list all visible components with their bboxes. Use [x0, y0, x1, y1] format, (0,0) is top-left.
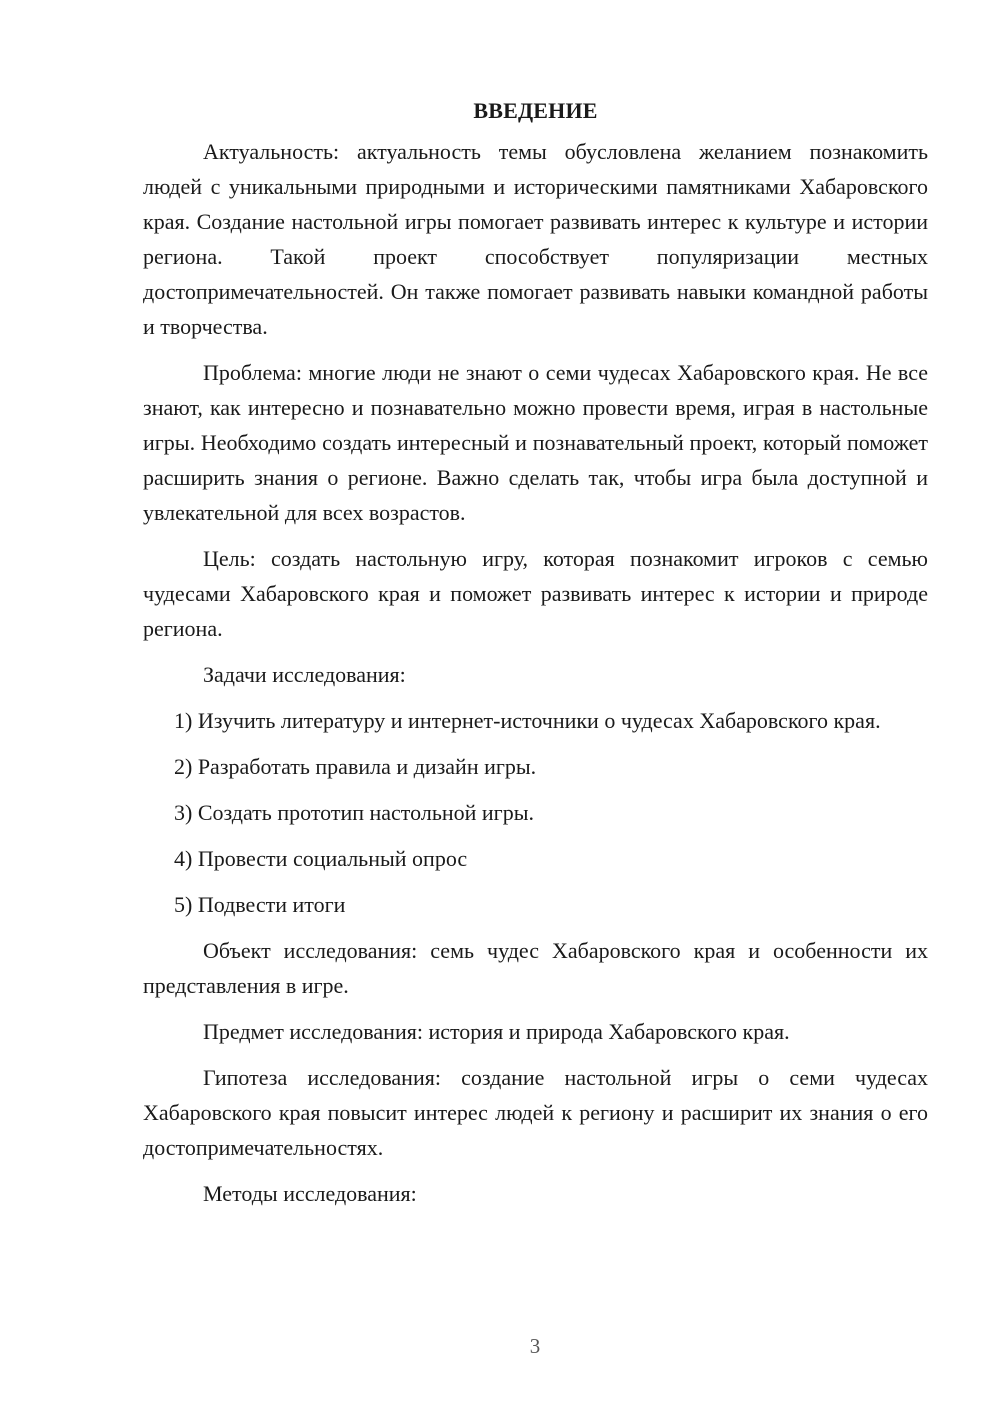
goal-paragraph: Цель: создать настольную игру, которая познакомит игроков с семью чудесами Хабаровского края и поможет развивать интерес к истории и природе региона. [143, 546, 928, 641]
tasks-heading: Задачи исследования: [203, 662, 406, 687]
task-item: 5) Подвести итоги [174, 892, 346, 917]
page-number: 3 [529, 1334, 541, 1358]
document-page [143, 98, 928, 1211]
subject-paragraph: Предмет исследования: история и природа Хабаровского края. [203, 1019, 790, 1044]
relevance-paragraph: Актуальность: актуальность темы обусловлена желанием познакомить людей с уникальными природными и историческими памятниками Хабаровского края. Создание настольной игры помогает развивать интерес к культуре и истории региона. Такой проект способствует популяризации местных достопримечательностей. Он также помогает развивать навыки командной работы и творчества. [143, 139, 928, 339]
task-item: 4) Провести социальный опрос [174, 846, 468, 871]
problem-paragraph: Проблема: многие люди не знают о семи чудесах Хабаровского края. Не все знают, как интересно и познавательно можно провести время, играя в настольные игры. Необходимо создать интересный и познавательный проект, который поможет расширить знания о регионе. Важно сделать так, чтобы игра была доступной и увлекательной для всех возрастов. [143, 360, 928, 525]
methods-heading: Методы исследования: [203, 1181, 417, 1206]
task-item: 2) Разработать правила и дизайн игры. [174, 754, 537, 779]
task-item: 1) Изучить литературу и интернет-источники о чудесах Хабаровского края. [174, 708, 881, 733]
section-title: ВВЕДЕНИЕ [473, 98, 598, 123]
object-paragraph: Объект исследования: семь чудес Хабаровского края и особенности их представления в игре. [143, 938, 928, 998]
tasks-list [143, 703, 928, 922]
task-item: 3) Создать прототип настольной игры. [174, 800, 534, 825]
hypothesis-paragraph: Гипотеза исследования: создание настольной игры о семи чудесах Хабаровского края повысит интерес людей к региону и расширит их знания о его достопримечательностях. [143, 1065, 928, 1160]
